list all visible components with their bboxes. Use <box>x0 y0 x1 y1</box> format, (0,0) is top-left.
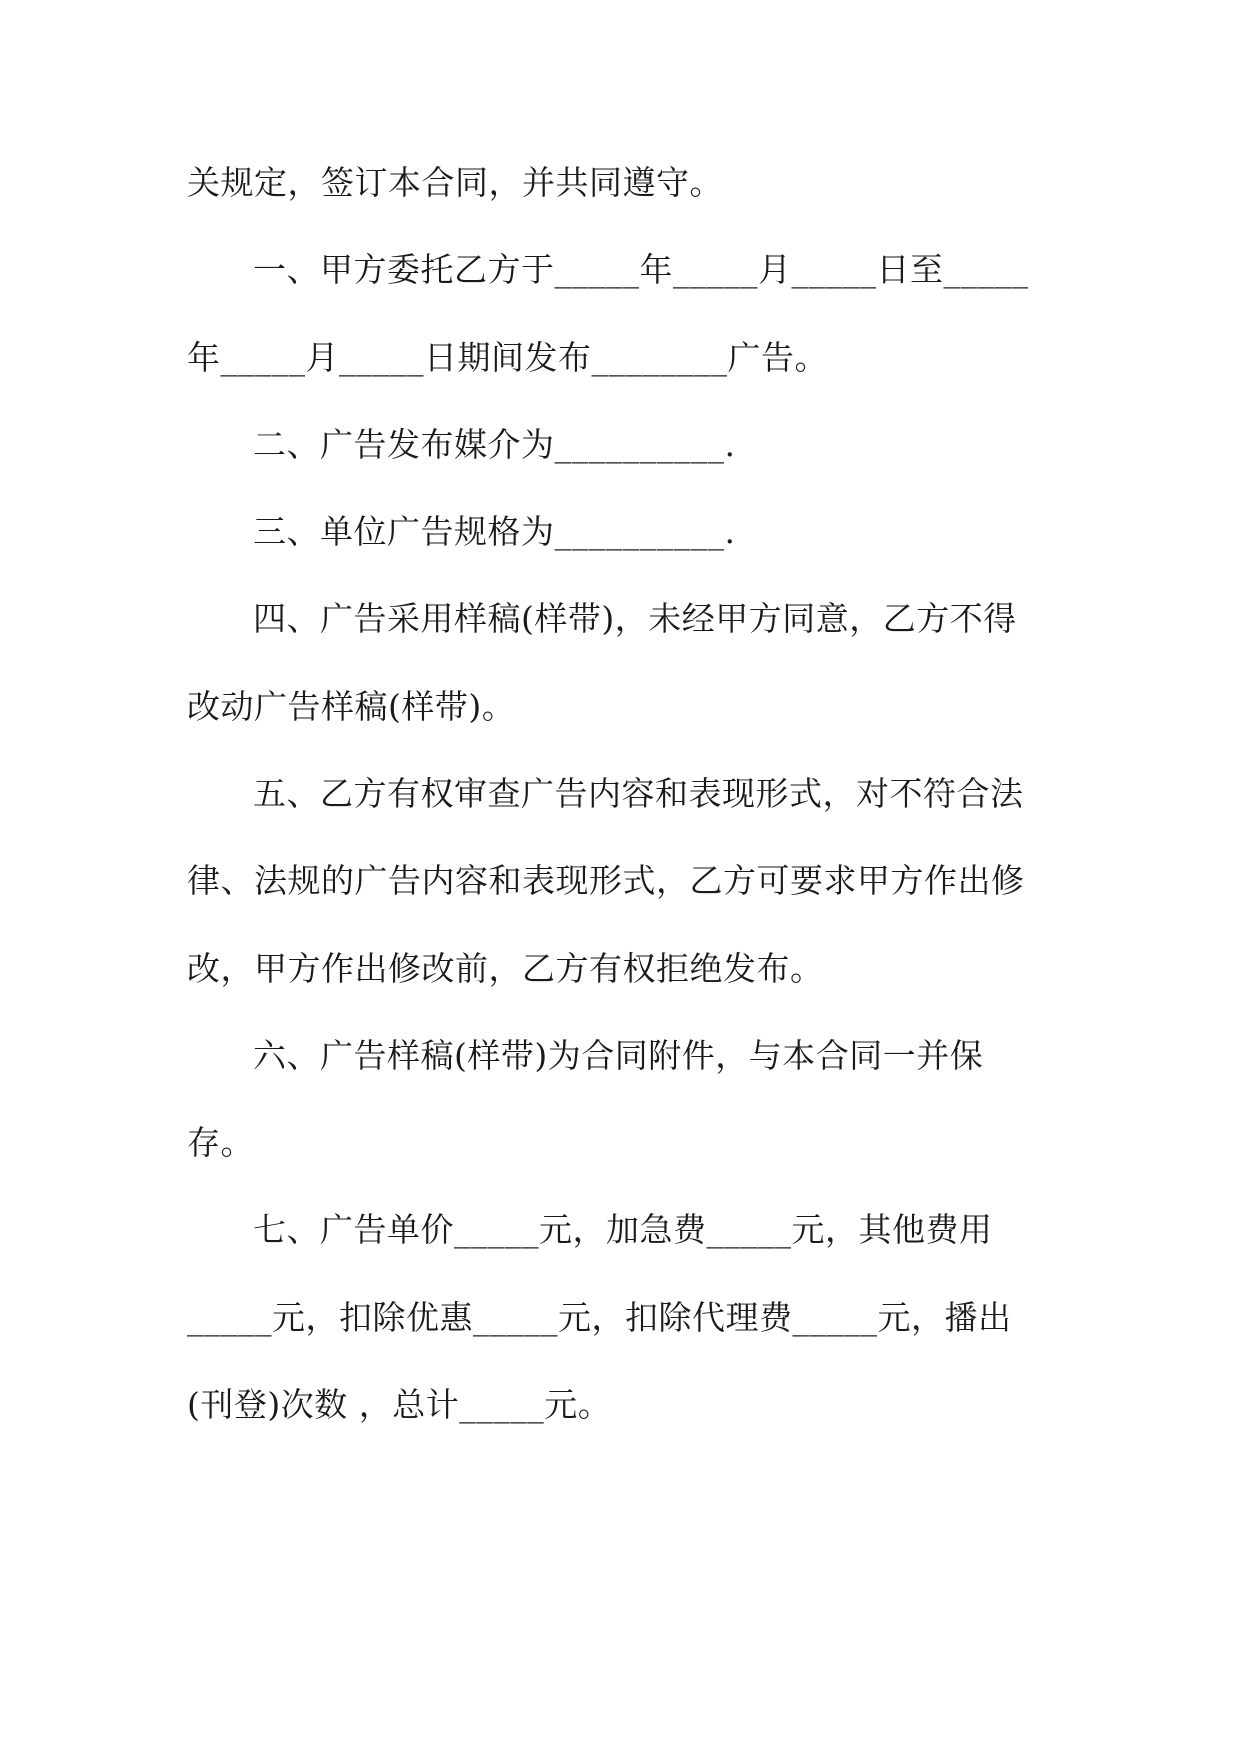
clause-5-line-3: 改，甲方作出修改前，乙方有权拒绝发布。 <box>187 949 824 988</box>
clause-5-line-1: 五、乙方有权审查广告内容和表现形式，对不符合法 <box>253 774 1024 813</box>
clause-7-line-3: (刊登)次数 ，总计_____元。 <box>187 1385 612 1424</box>
text-line-1: 关规定，签订本合同，并共同遵守。 <box>187 163 723 202</box>
clause-6-line-1: 六、广告样稿(样带)为合同附件，与本合同一并保 <box>253 1036 984 1075</box>
clause-7-line-1: 七、广告单价_____元，加急费_____元，其他费用 <box>253 1210 993 1249</box>
clause-7-line-2: _____元，扣除优惠_____元，扣除代理费_____元，播出 <box>187 1298 1012 1337</box>
clause-4-line-2: 改动广告样稿(样带)。 <box>187 687 516 726</box>
clause-5-line-2: 律、法规的广告内容和表现形式，乙方可要求甲方作出修 <box>187 861 1025 900</box>
clause-1-line-2: 年_____月_____日期间发布________广告。 <box>187 338 828 377</box>
clause-4-line-1: 四、广告采用样稿(样带)，未经甲方同意，乙方不得 <box>253 599 1017 638</box>
clause-3: 三、单位广告规格为__________. <box>253 512 736 551</box>
clause-2: 二、广告发布媒介为__________. <box>253 425 736 464</box>
clause-6-line-2: 存。 <box>187 1123 254 1162</box>
clause-1-line-1: 一、甲方委托乙方于_____年_____月_____日至_____ <box>253 250 1029 289</box>
